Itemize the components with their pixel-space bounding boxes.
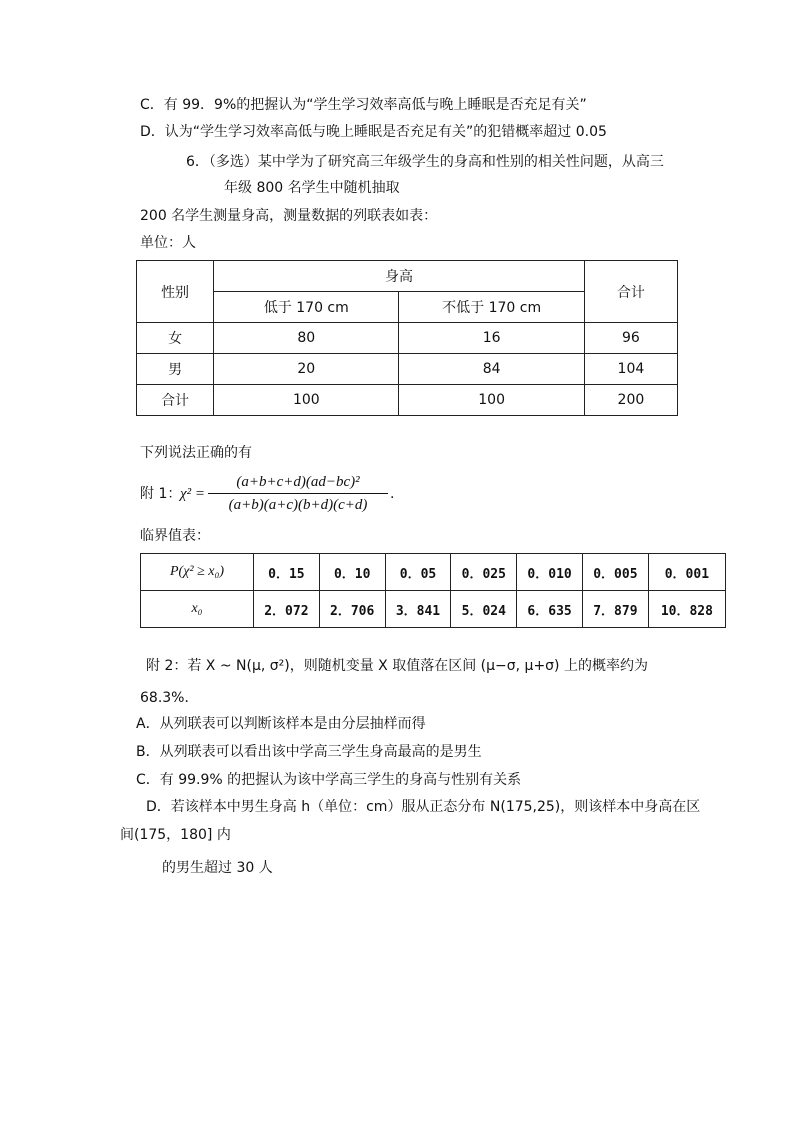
- option-b: B．从列联表可以看出该中学高三学生身高最高的是男生: [136, 744, 482, 760]
- cell: 100: [214, 385, 399, 416]
- cell: 100: [399, 385, 584, 416]
- table-row: [137, 354, 678, 385]
- cell: 0．025: [451, 554, 517, 591]
- cell: 3．841: [385, 591, 451, 628]
- option-d-line-3: 的男生超过 30 人: [162, 860, 273, 876]
- appendix-2-line-2: 68.3%．: [140, 690, 199, 706]
- header-not-below-170: 不低于 170 cm: [399, 292, 584, 323]
- header-height: 身高: [214, 261, 585, 292]
- cell: 5．024: [451, 591, 517, 628]
- table-row: [137, 385, 678, 416]
- cell: 16: [399, 323, 584, 354]
- cell: 104: [584, 354, 677, 385]
- table-row: [137, 323, 678, 354]
- cell: 10．828: [648, 591, 725, 628]
- fraction-bar: [208, 493, 388, 494]
- cell: 0．15: [254, 554, 320, 591]
- cell: 0．05: [385, 554, 451, 591]
- question-6-line-2: 年级 800 名学生中随机抽取: [224, 180, 400, 196]
- cell: 2．706: [319, 591, 385, 628]
- cell: 84: [399, 354, 584, 385]
- cell: 2．072: [254, 591, 320, 628]
- cell: 0．005: [582, 554, 648, 591]
- option-d-line-2: 间(175，180] 内: [120, 827, 231, 843]
- chi-square-lhs: χ² =: [180, 486, 205, 502]
- chi-square-period: .: [390, 486, 395, 502]
- table-row: [141, 591, 726, 628]
- header-gender: 性别: [137, 261, 214, 323]
- chi-square-numerator: (a+b+c+d)(ad−bc)²: [236, 474, 360, 490]
- chi-square-fraction: [208, 472, 388, 515]
- option-d-line-1: D．若该样本中男生身高 h（单位：cm）服从正态分布 N(175,25)，则该样本中身高在区: [146, 799, 701, 815]
- cell: 20: [214, 354, 399, 385]
- cell: 0．001: [648, 554, 725, 591]
- table-row: [141, 554, 726, 591]
- header-probability: P(χ² ≥ x₀): [141, 554, 254, 591]
- question-6-line-3: 200 名学生测量身高，测量数据的列联表如表：: [140, 208, 438, 224]
- critical-value-table: [140, 553, 726, 628]
- chi-square-denominator: (a+b)(a+c)(b+d)(c+d): [228, 497, 368, 513]
- cell: 0．10: [319, 554, 385, 591]
- header-below-170: 低于 170 cm: [214, 292, 399, 323]
- cell: 0．010: [517, 554, 583, 591]
- cell: 200: [584, 385, 677, 416]
- row-label: 合计: [137, 385, 214, 416]
- cell: 7．879: [582, 591, 648, 628]
- prev-option-d: D．认为“学生学习效率高低与晚上睡眠是否充足有关”的犯错概率超过 0.05: [140, 124, 607, 140]
- contingency-table: [136, 260, 678, 416]
- prev-option-c: C．有 99．9%的把握认为“学生学习效率高低与晚上睡眠是否充足有关”: [140, 97, 587, 113]
- unit-label: 单位：人: [140, 235, 196, 251]
- question-prompt: 下列说法正确的有: [140, 445, 252, 461]
- option-a: A．从列联表可以判断该样本是由分层抽样而得: [136, 716, 426, 732]
- cell: 96: [584, 323, 677, 354]
- row-label: 女: [137, 323, 214, 354]
- appendix-1-label: 附 1：: [140, 486, 182, 502]
- header-x0: x₀: [141, 591, 254, 628]
- cell: 80: [214, 323, 399, 354]
- row-label: 男: [137, 354, 214, 385]
- appendix-2-line-1: 附 2：若 X ~ N(μ, σ²)，则随机变量 X 取值落在区间 (μ−σ, μ+σ) 上的概率约为: [146, 658, 648, 674]
- header-total: 合计: [584, 261, 677, 323]
- option-c: C．有 99.9% 的把握认为该中学高三学生的身高与性别有关系: [136, 772, 522, 788]
- critical-value-label: 临界值表：: [140, 528, 210, 544]
- cell: 6．635: [517, 591, 583, 628]
- question-6-line-1: 6．（多选）某中学为了研究高三年级学生的身高和性别的相关性问题，从高三: [186, 154, 664, 170]
